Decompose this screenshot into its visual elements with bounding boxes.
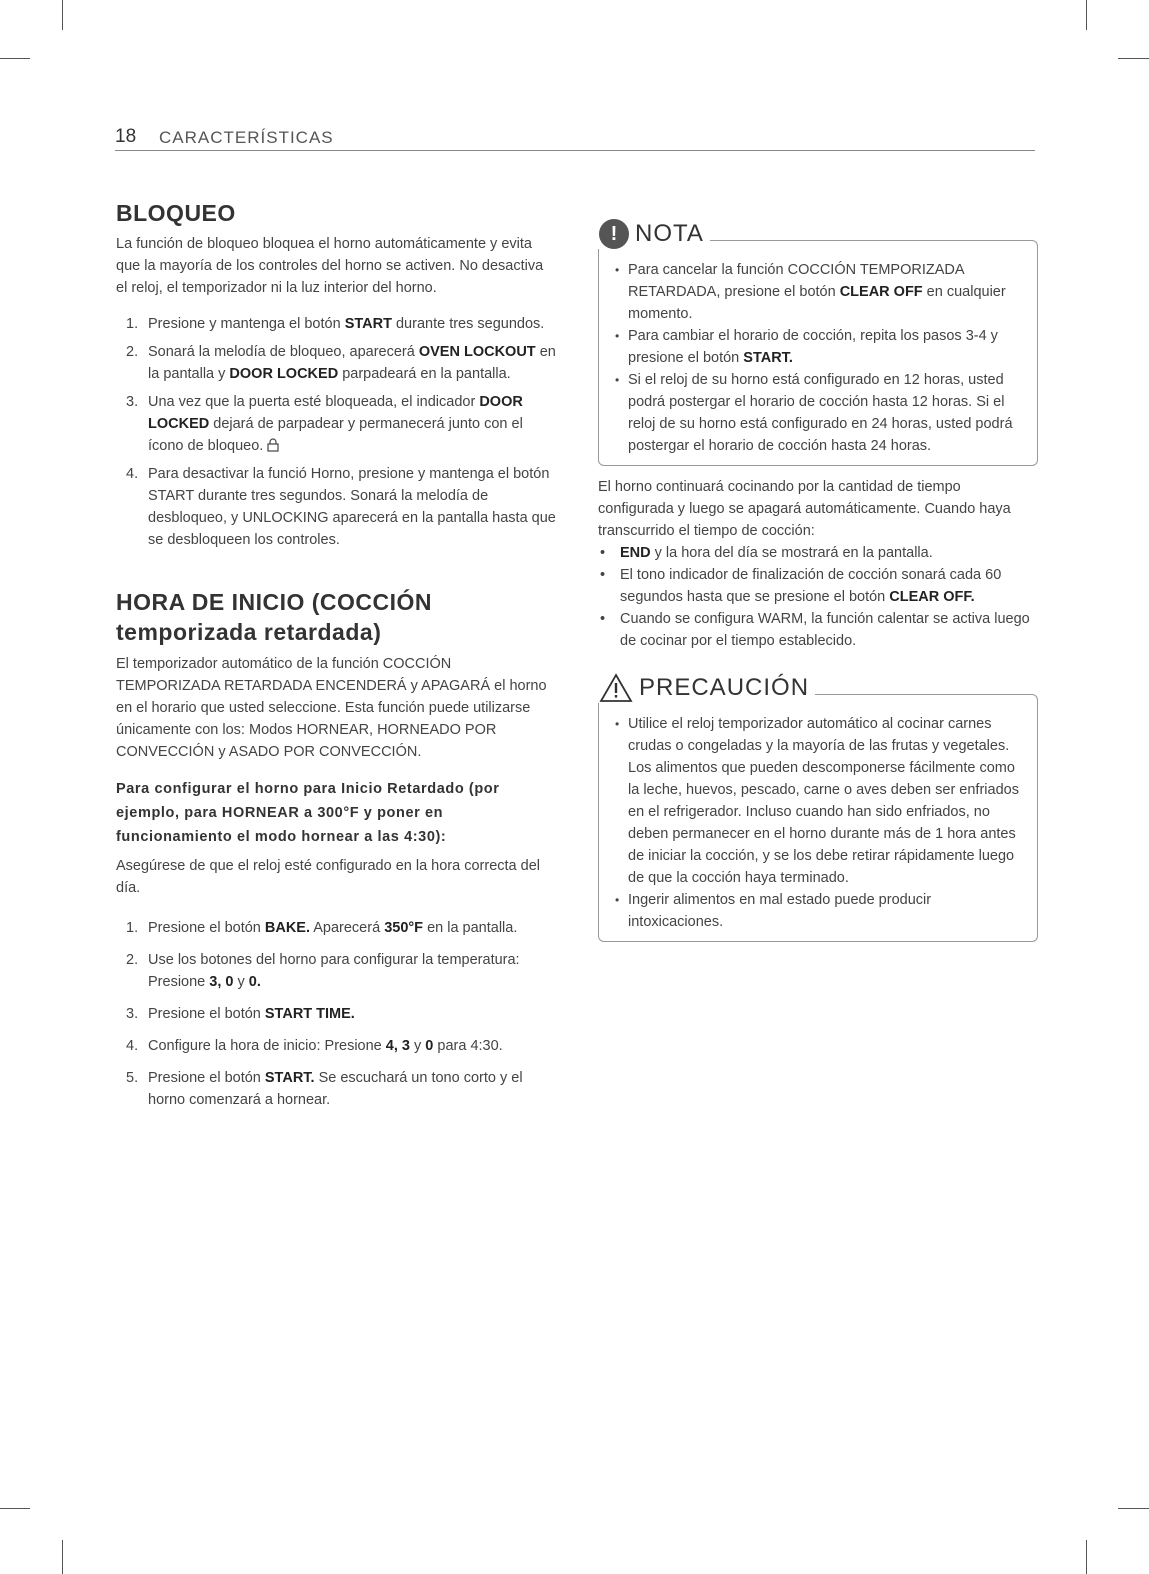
step-bold: 350°F (384, 920, 424, 936)
step-bold: START TIME. (264, 1006, 355, 1022)
step-text: Presione el botón (148, 920, 265, 936)
left-column (116, 200, 556, 1117)
bloqueo-steps (116, 313, 556, 551)
step-text: Para desactivar la funció Horno, presione y mantenga el botón START durante tres segundos. Sonará la melodía de desbloqueo, y UNLOCKING aparecerá en la pantalla hasta que se desbloqueen los controles. (148, 466, 556, 548)
crop-mark (62, 0, 63, 30)
step-number: 1. (126, 316, 139, 332)
step-text: Presione el botón (148, 1006, 265, 1022)
bloqueo-title: BLOQUEO (116, 200, 236, 226)
list-item (116, 917, 556, 939)
step-bold: 0. (248, 974, 261, 990)
step-number: 3. (126, 1006, 139, 1022)
hora-title (116, 587, 556, 647)
item-text: en cualquier momento. (628, 284, 1006, 322)
hora-subhead: Para configurar el horno para Inicio Retardado (por ejemplo, para HORNEAR a 300°F y poner en funcionamiento el modo hornear a las 4:30): (116, 781, 500, 845)
nota-box (598, 220, 1038, 466)
precaucion-list (615, 713, 1021, 933)
list-item (116, 463, 556, 551)
list-item (116, 313, 556, 335)
list-item: • Utilice el reloj temporizador automático al cocinar carnes crudas o congeladas y la mayoría de las frutas y vegetales. Los alimentos que pueden descomponerse fácilmente como la leche, huevos, pescado, carne o aves deben ser enfriados en el refrigerador. Incluso cuando han sido enfriados, no deben permanecer en el horno durante más de 1 hora antes de iniciar la cocción, y se los debe retirar rápidamente luego de que la cocción haya terminado. (615, 713, 1021, 889)
step-number: 4. (126, 466, 139, 482)
item-bold: START. (743, 350, 793, 366)
step-bold: 4, 3 (385, 1038, 410, 1054)
list-item (615, 325, 1021, 369)
bloqueo-intro: La función de bloqueo bloquea el horno automáticamente y evita que la mayoría de los controles del horno se activen. No desactiva el reloj, el temporizador ni la luz interior del horno. (116, 236, 544, 296)
step-text: y (233, 974, 249, 990)
item-text: Para cancelar la función COCCIÓN TEMPORIZADA RETARDADA, presione el botón (628, 262, 964, 300)
crop-mark (0, 58, 30, 59)
item-text: y la hora del día se mostrará en la pantalla. (650, 545, 933, 561)
step-text: Use los botones del horno para configurar la temperatura: Presione (148, 952, 520, 990)
page-number: 18 (115, 126, 137, 147)
list-item (116, 1067, 556, 1111)
step-bold: BAKE. (264, 920, 311, 936)
item-bold: END (620, 545, 651, 561)
hora-steps (116, 917, 556, 1111)
item-text: Si el reloj de su horno está configurado en 12 horas, usted podrá postergar el horario de cocción hasta 12 horas. Si el reloj de su horno está configurado en 24 horas, usted podrá postergar el horario de cocción hasta 24 horas. (628, 372, 1013, 454)
list-item (598, 542, 1038, 564)
list-item (615, 369, 1021, 457)
precaucion-box (598, 674, 1038, 942)
step-text: y (409, 1038, 426, 1054)
crop-mark (62, 1540, 63, 1574)
right-column (598, 220, 1038, 942)
crop-mark (0, 1508, 30, 1509)
precaucion-title: PRECAUCIÓN (639, 674, 810, 701)
item-text: Para cambiar el horario de cocción, repita los pasos 3-4 y presione el botón (628, 328, 998, 366)
info-icon: ! (599, 219, 629, 249)
step-number: 5. (126, 1070, 139, 1086)
step-text: para 4:30. (433, 1038, 503, 1054)
step-number: 3. (126, 394, 139, 410)
step-text: Configure la hora de inicio: Presione (148, 1038, 386, 1054)
step-bold: DOOR LOCKED (148, 394, 523, 432)
step-text: Presione el botón (148, 1070, 265, 1086)
list-item: • Ingerir alimentos en mal estado puede producir intoxicaciones. (615, 889, 1021, 933)
step-text: Presione y mantenga el botón (148, 316, 345, 332)
hora-title-line1: HORA DE INICIO (COCCIÓN (116, 589, 433, 615)
list-item (598, 608, 1038, 652)
lock-icon (267, 438, 279, 452)
step-text: Se escuchará un tono corto y el horno comenzará a hornear. (148, 1070, 523, 1108)
step-text: durante tres segundos. (391, 316, 545, 332)
hora-title-line2: temporizada retardada) (116, 619, 382, 645)
list-item (116, 341, 556, 385)
list-item (598, 564, 1038, 608)
step-number: 2. (126, 952, 139, 968)
crop-mark (1118, 58, 1149, 59)
after-nota-list (598, 542, 1038, 652)
hora-intro: El temporizador automático de la función COCCIÓN TEMPORIZADA RETARDADA ENCENDERÁ y APAGARÁ el horno en el horario que usted seleccione. Esta función puede utilizarse únicamente con los: Modos HORNEAR, HORNEADO POR CONVECCIÓN y ASADO POR CONVECCIÓN. (116, 656, 547, 760)
list-item (116, 949, 556, 993)
crop-mark (1086, 0, 1087, 30)
page-header (115, 126, 1035, 151)
step-number: 1. (126, 920, 139, 936)
step-bold: START (344, 316, 392, 332)
step-text: Sonará la melodía de bloqueo, aparecerá (148, 344, 419, 360)
list-item (615, 259, 1021, 325)
item-bold: CLEAR OFF. (889, 589, 975, 605)
step-text: Aparecerá (310, 920, 385, 936)
crop-mark (1086, 1540, 1087, 1574)
step-number: 2. (126, 344, 139, 360)
step-bold: OVEN LOCKOUT (418, 344, 536, 360)
step-bold: 3, 0 (209, 974, 234, 990)
step-text: Una vez que la puerta esté bloqueada, el indicador (148, 394, 480, 410)
section-title: CARACTERÍSTICAS (159, 128, 334, 147)
step-bold: DOOR LOCKED (229, 366, 339, 382)
list-item (116, 391, 556, 457)
nota-title: NOTA (635, 220, 704, 247)
after-nota-text: El horno continuará cocinando por la cantidad de tiempo configurada y luego se apagará automáticamente. Cuando haya transcurrido el tiempo de cocción: (598, 479, 1011, 539)
step-text: en la pantalla. (423, 920, 518, 936)
step-text: parpadeará en la pantalla. (338, 366, 511, 382)
list-item (116, 1003, 556, 1025)
step-text: en la pantalla y (148, 344, 556, 382)
precaucion-header (593, 673, 815, 703)
list-item (116, 1035, 556, 1057)
item-text: El tono indicador de finalización de cocción sonará cada 60 segundos hasta que se presione el botón (620, 567, 1002, 605)
warning-icon (599, 673, 633, 703)
item-text: Cuando se configura WARM, la función calentar se activa luego de cocinar por el tiempo establecido. (620, 611, 1030, 649)
step-bold: 0 (425, 1038, 434, 1054)
hora-note: Asegúrese de que el reloj esté configurado en la hora correcta del día. (116, 858, 540, 896)
step-bold: START. (264, 1070, 315, 1086)
crop-mark (1118, 1508, 1149, 1509)
step-text: dejará de parpadear y permanecerá junto con el ícono de bloqueo. (148, 416, 523, 454)
item-bold: CLEAR OFF (839, 284, 923, 300)
step-number: 4. (126, 1038, 139, 1054)
nota-list (615, 259, 1021, 457)
nota-header (593, 219, 710, 249)
